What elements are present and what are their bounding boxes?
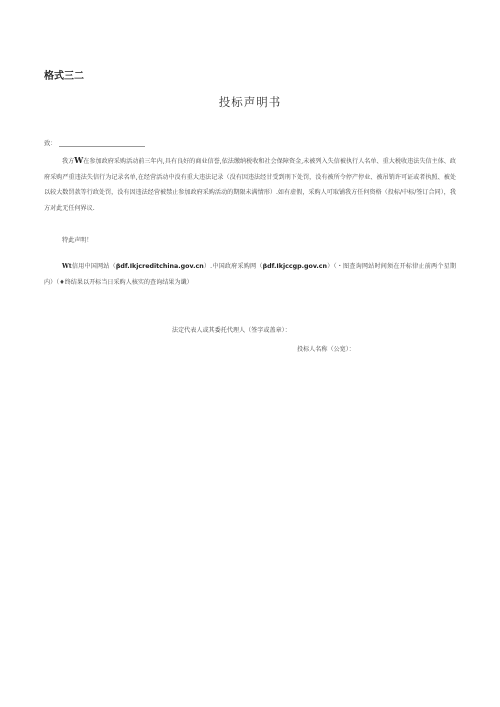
p1-w: W [74, 155, 84, 165]
p1-lead: 我方 [62, 158, 75, 165]
document-title: 投标声明书 [218, 95, 282, 109]
ccgp-url: βdf.Ikjccgp.gov.cn [262, 263, 328, 270]
legal-representative-signature: 法定代表人或其委托代理人（签字或盖章）： [172, 327, 291, 334]
p1-text: 在参加政府采购活动前三年内,具有良好的商业信誉,依法缴纳税收和社会保障资金,未被列入失信被执行人名单、重大税收违法失信主体、政府采购严重违法失信行为记录名单,在经营活动中没有重大违法记录（没有因违法经甘受到刑下处罚，没有被所令停产停业、被吊销许可证或者执照、被处以较大数罚款等行政处罚，没有因违法经营被禁止参加政府采购活动的期限未满情形）.如有虚假，采购人可取铺我方任何资格（投标/中标/签订合同），我方对此无任何界议. [44, 158, 457, 212]
declaration-paragraph [44, 153, 456, 216]
p3-a: 信用中国网站（ [71, 263, 116, 270]
p3-c: ）（・图查询网站时间须在开标律止前两个星期内）（♦终结果以开标当日采购人核实的查询结果为谶） [44, 263, 457, 286]
p3-lead: Wt [62, 263, 72, 270]
addressee-blank-line [59, 139, 145, 147]
p2-text: 特此声明！ [62, 237, 93, 244]
format-label: 格式三二 [44, 71, 84, 82]
p3-b: ）.中国政府采购网（ [203, 263, 263, 270]
addressee-row [44, 138, 145, 147]
hereby-declare [44, 233, 456, 249]
bidder-name-seal: 投标人名称（公宽）： [297, 346, 355, 353]
query-note-paragraph [44, 259, 456, 290]
credit-china-url: βdf.Ikjcreditchina.gov.cn [115, 263, 204, 270]
addressee-label: 致： [44, 140, 57, 147]
